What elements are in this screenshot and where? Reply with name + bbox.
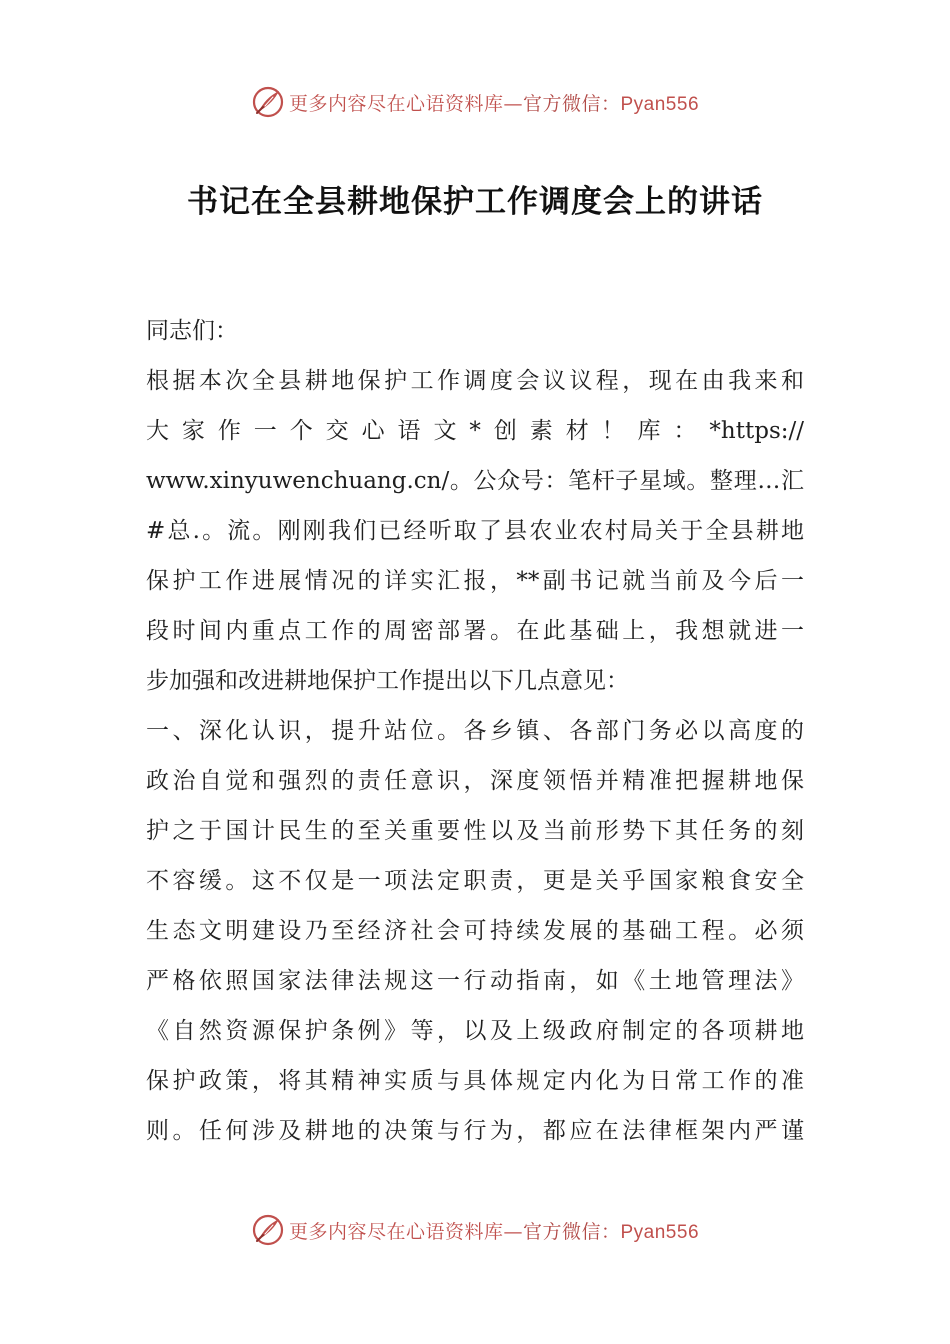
text-line: 一、深化认识，提升站位。各乡镇、各部门务必以高度的 <box>146 718 804 744</box>
text-line: 不容缓。这不仅是一项法定职责，更是关乎国家粮食安全 <box>146 868 804 894</box>
text-line: #总.。流。刚刚我们已经听取了县农业农村局关于全县耕地 <box>146 518 804 544</box>
banner-wechat-label: 官方微信： <box>522 1220 621 1243</box>
banner-text <box>289 89 699 116</box>
text-line: www.xinyuwenchuang.cn/。公众号：笔杆子星域。整理…汇 <box>146 468 804 494</box>
text-line: 同志们： <box>146 318 238 344</box>
text-line: 则。任何涉及耕地的决策与行为，都应在法律框架内严谨 <box>146 1118 804 1144</box>
text-line: 严格依照国家法律法规这一行动指南，如《土地管理法》 <box>146 968 804 994</box>
text-line: 保护工作进展情况的详实汇报，**副书记就当前及今后一 <box>146 568 804 594</box>
banner-slogan: 更多内容尽在心语资料库 <box>288 1220 504 1243</box>
banner-dash: — <box>503 92 523 115</box>
footer-banner <box>0 1210 950 1250</box>
text-line: 根据本次全县耕地保护工作调度会议议程，现在由我来和 <box>146 368 804 394</box>
banner-wechat-id: Pyan556 <box>620 93 700 115</box>
quill-pen-logo-icon <box>251 1213 285 1247</box>
banner-slogan: 更多内容尽在心语资料库 <box>288 92 504 115</box>
document-body <box>146 306 804 1156</box>
page-title: 书记在全县耕地保护工作调度会上的讲话 <box>187 184 763 220</box>
text-line: 护之于国计民生的至关重要性以及当前形势下其任务的刻 <box>146 818 804 844</box>
banner-dash: — <box>503 1220 523 1243</box>
text-line: 保护政策，将其精神实质与具体规定内化为日常工作的准 <box>146 1068 804 1094</box>
banner-wechat-id: Pyan556 <box>620 1221 700 1243</box>
text-line: 政治自觉和强烈的责任意识，深度领悟并精准把握耕地保 <box>146 768 804 794</box>
text-line: 《自然资源保护条例》等，以及上级政府制定的各项耕地 <box>146 1018 804 1044</box>
text-line: 生态文明建设乃至经济社会可持续发展的基础工程。必须 <box>146 918 804 944</box>
quill-pen-logo-icon <box>251 85 285 119</box>
text-line: 大家作一个交心语文*创素材！库：*https:// <box>146 418 804 444</box>
text-line: 步加强和改进耕地保护工作提出以下几点意见： <box>146 668 629 694</box>
text-line: 段时间内重点工作的周密部署。在此基础上，我想就进一 <box>146 618 804 644</box>
banner-wechat-label: 官方微信： <box>522 92 621 115</box>
header-banner <box>0 82 950 122</box>
banner-text <box>289 1217 699 1244</box>
